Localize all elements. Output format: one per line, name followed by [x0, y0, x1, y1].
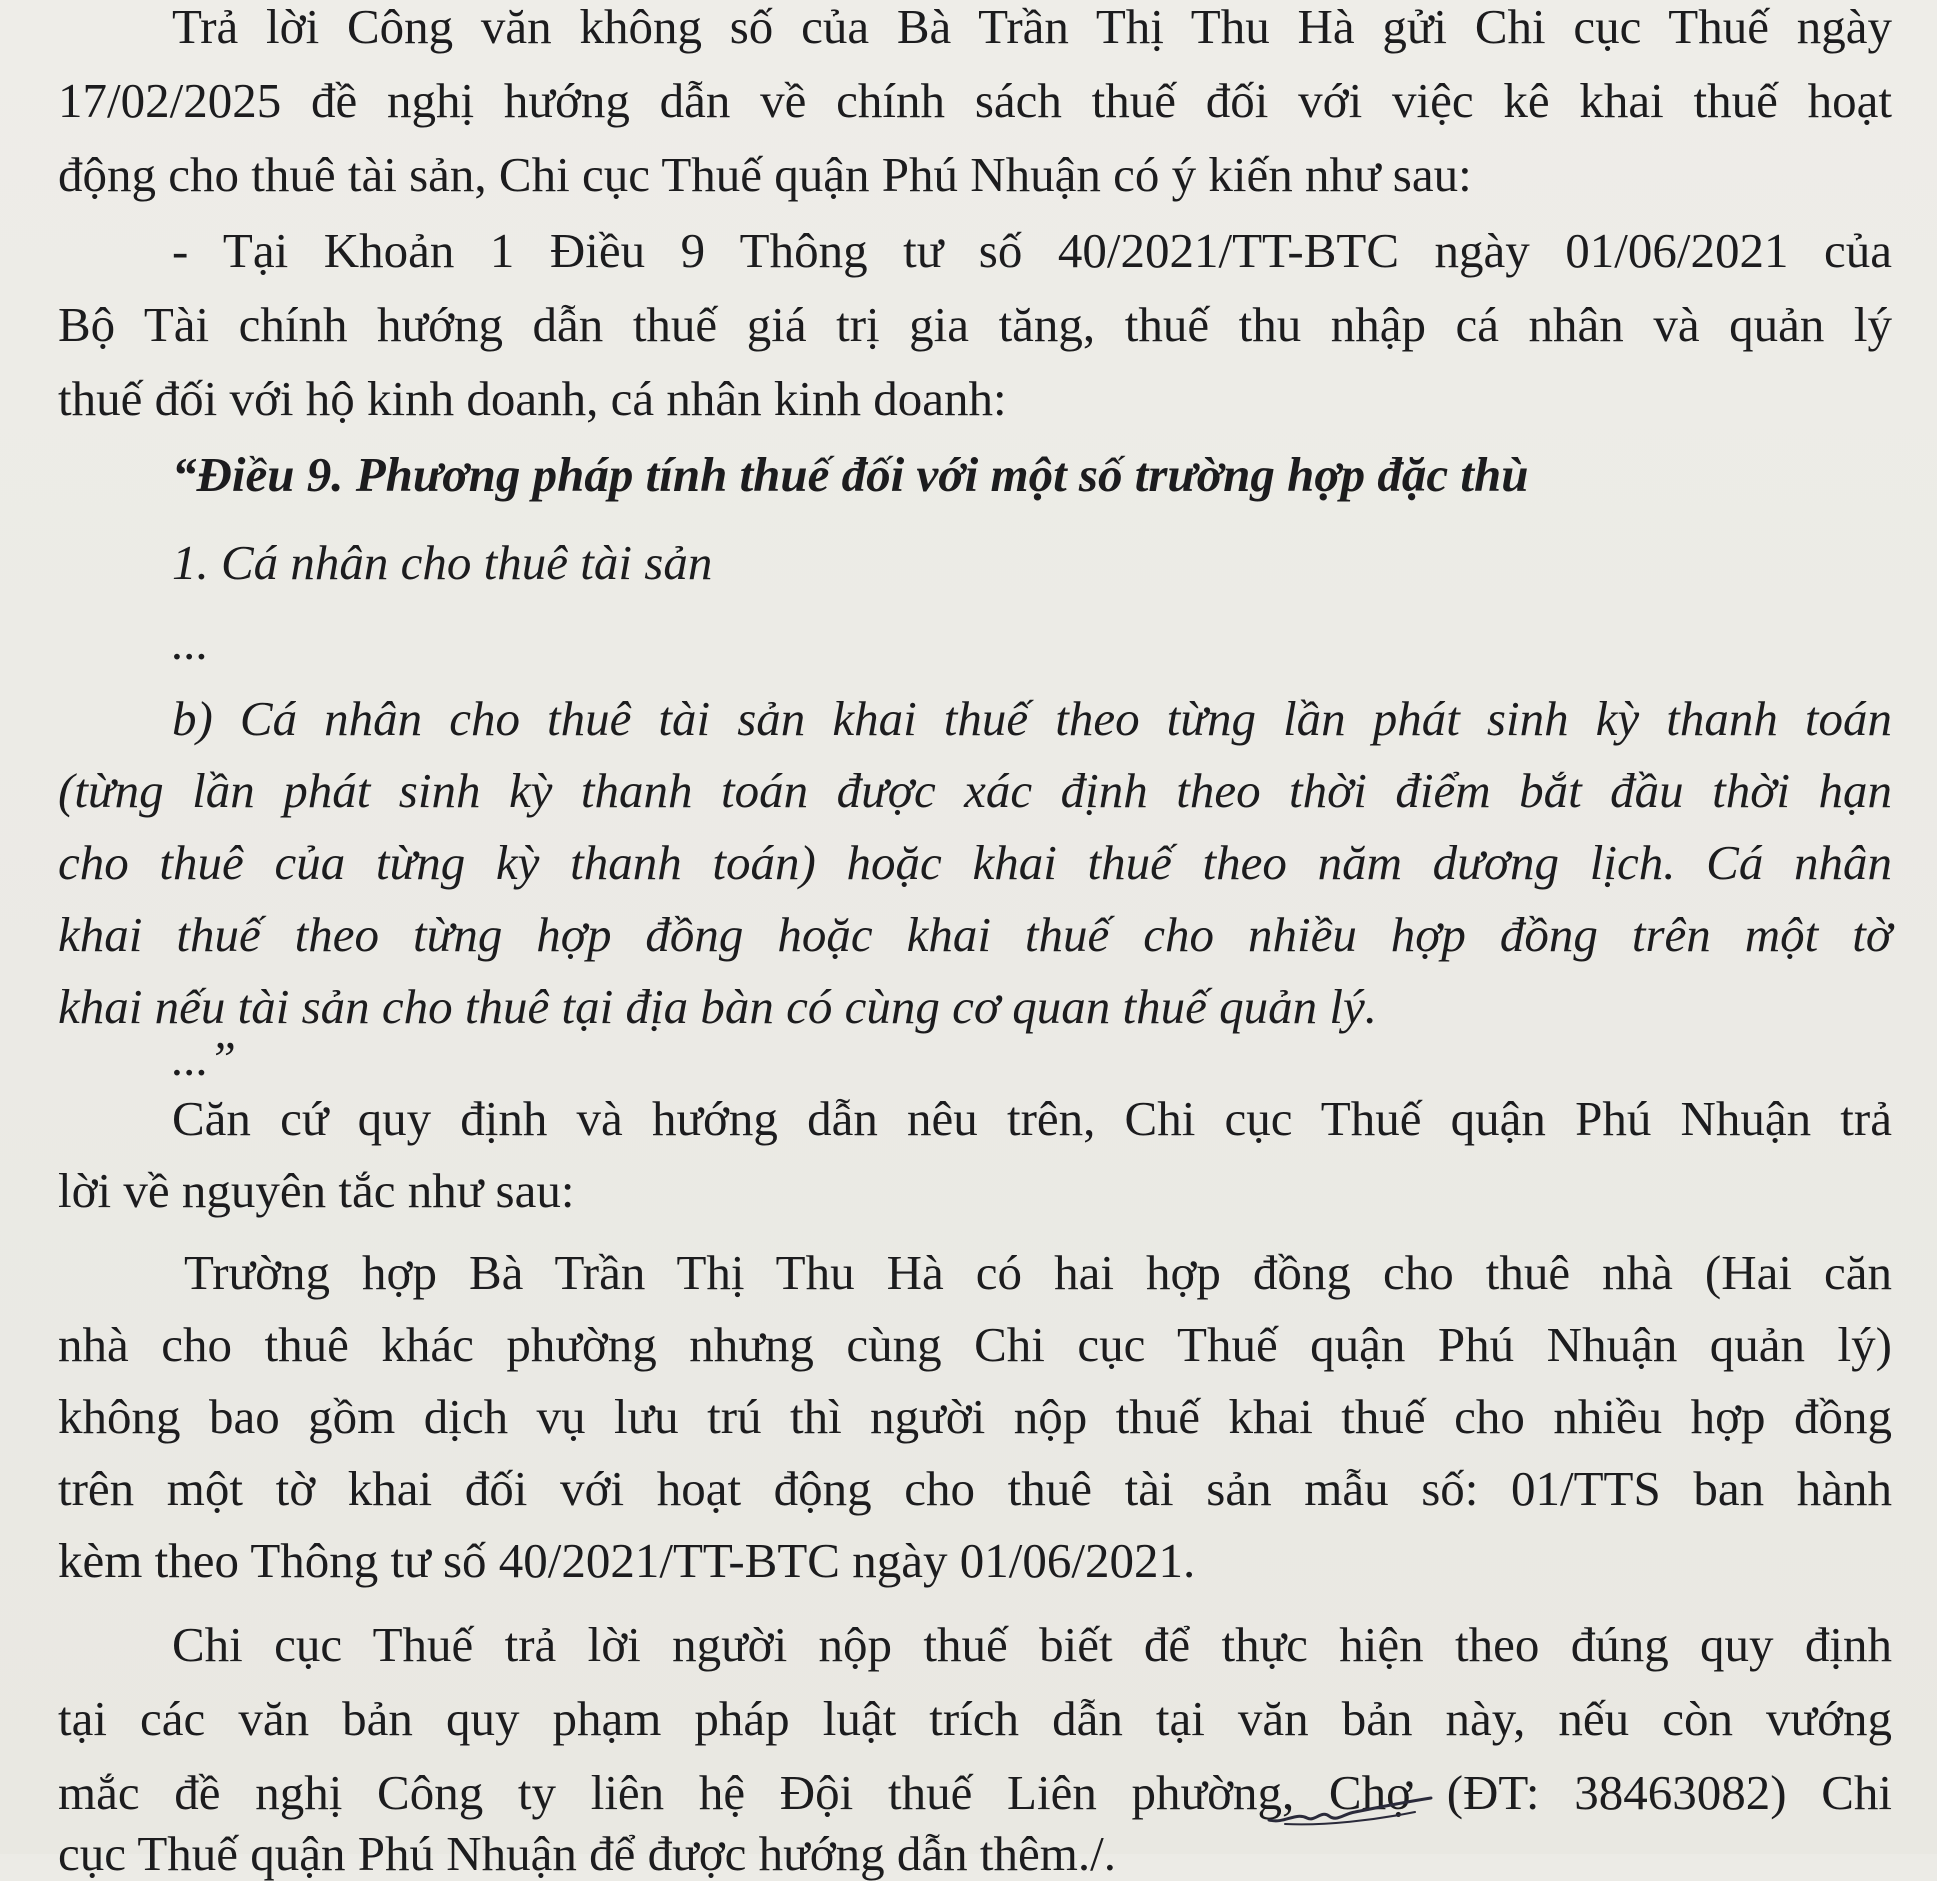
- quote-heading: “Điều 9. Phương pháp tính thuế đối với một số trường hợp đặc thù: [172, 447, 1529, 502]
- quote-ellipsis-2: ...”: [172, 1031, 237, 1086]
- case-line-1: Trường hợp Bà Trần Thị Thu Hà có hai hợp đồng cho thuê nhà (Hai căn: [184, 1245, 1892, 1300]
- intro-line-3: động cho thuê tài sản, Chi cục Thuế quận Phú Nhuận có ý kiến như sau:: [58, 147, 1472, 202]
- quote-line-4: khai thuế theo từng hợp đồng hoặc khai thuế cho nhiều hợp đồng trên một tờ: [58, 907, 1892, 962]
- citation-line-1: - Tại Khoản 1 Điều 9 Thông tư số 40/2021/TT-BTC ngày 01/06/2021 của: [172, 223, 1892, 278]
- case-line-2: nhà cho thuê khác phường nhưng cùng Chi cục Thuế quận Phú Nhuận quản lý): [58, 1317, 1892, 1372]
- quote-line-2: (từng lần phát sinh kỳ thanh toán được xác định theo thời điểm bắt đầu thời hạn: [58, 763, 1892, 818]
- basis-line-2: lời về nguyên tắc như sau:: [58, 1163, 575, 1218]
- intro-line-1: Trả lời Công văn không số của Bà Trần Thị Thu Hà gửi Chi cục Thuế ngày: [172, 0, 1892, 54]
- quote-line-5: khai nếu tài sản cho thuê tại địa bàn có cùng cơ quan thuế quản lý.: [58, 979, 1377, 1034]
- quote-line-3: cho thuê của từng kỳ thanh toán) hoặc khai thuế theo năm dương lịch. Cá nhân: [58, 835, 1892, 890]
- basis-line-1: Căn cứ quy định và hướng dẫn nêu trên, Chi cục Thuế quận Phú Nhuận trả: [172, 1091, 1892, 1146]
- initials-signature: [1265, 1790, 1435, 1830]
- case-line-4: trên một tờ khai đối với hoạt động cho thuê tài sản mẫu số: 01/TTS ban hành: [58, 1461, 1892, 1516]
- quote-line-1: b) Cá nhân cho thuê tài sản khai thuế theo từng lần phát sinh kỳ thanh toán: [172, 691, 1892, 746]
- quote-clause: 1. Cá nhân cho thuê tài sản: [172, 535, 713, 590]
- closing-line-1: Chi cục Thuế trả lời người nộp thuế biết để thực hiện theo đúng quy định: [172, 1617, 1892, 1672]
- intro-line-2: 17/02/2025 đề nghị hướng dẫn về chính sách thuế đối với việc kê khai thuế hoạt: [58, 73, 1892, 128]
- quote-ellipsis-1: ...: [172, 615, 209, 670]
- case-line-3: không bao gồm dịch vụ lưu trú thì người nộp thuế khai thuế cho nhiều hợp đồng: [58, 1389, 1892, 1444]
- citation-line-3: thuế đối với hộ kinh doanh, cá nhân kinh doanh:: [58, 371, 1007, 426]
- closing-line-4: cục Thuế quận Phú Nhuận để được hướng dẫn thêm./.: [58, 1826, 1116, 1881]
- case-line-5: kèm theo Thông tư số 40/2021/TT-BTC ngày 01/06/2021.: [58, 1533, 1196, 1588]
- closing-line-3: mắc đề nghị Công ty liên hệ Đội thuế Liên phường, Chợ (ĐT: 38463082) Chi: [58, 1765, 1892, 1820]
- citation-line-2: Bộ Tài chính hướng dẫn thuế giá trị gia tăng, thuế thu nhập cá nhân và quản lý: [58, 297, 1892, 352]
- closing-line-2: tại các văn bản quy phạm pháp luật trích dẫn tại văn bản này, nếu còn vướng: [58, 1691, 1892, 1746]
